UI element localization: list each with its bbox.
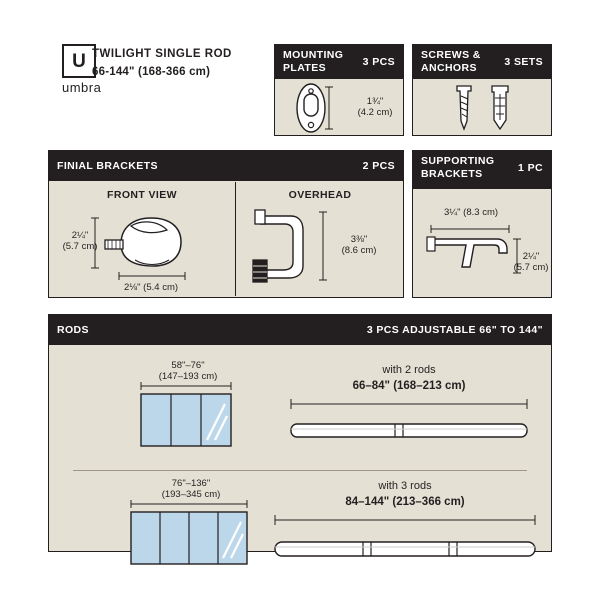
panel-header-mounting-plates: [275, 45, 403, 79]
panel-title-screws-line2: ANCHORS: [421, 62, 477, 74]
mounting-plate-dim-line2: (4.2 cm): [357, 107, 393, 118]
finial-front-height-line1: 2¼": [71, 230, 89, 241]
product-size-range: 66-144" (168-366 cm): [92, 66, 211, 78]
rods-row2-window-dim-line1: 76"–136": [171, 478, 211, 489]
panel-title-mounting-plates-line2: PLATES: [283, 62, 327, 74]
panel-rods: [48, 314, 552, 552]
panel-qty-rods: 3 PCS ADJUSTABLE 66" TO 144": [366, 324, 543, 336]
rods-row2-range: 84–144" (213–366 cm): [345, 496, 465, 508]
panel-supporting-brackets: [412, 150, 552, 298]
umbra-logo-mark: [62, 44, 96, 78]
supporting-bracket-height-line2: (5.7 cm): [513, 262, 549, 273]
umbra-logo-wordmark: umbra: [62, 80, 102, 95]
panel-header-screws-anchors: [413, 45, 551, 79]
rods-row1-rod-drawing: [285, 396, 533, 456]
panel-qty-screws-anchors: 3 SETS: [504, 56, 543, 68]
anchor-icon: [492, 86, 508, 129]
product-title: TWILIGHT SINGLE ROD: [92, 48, 232, 60]
rods-row1-window-drawing: [127, 382, 247, 450]
rods-row2-window-dim-line2: (193–345 cm): [161, 489, 221, 500]
supporting-bracket-height-line1: 2¼": [522, 251, 540, 262]
rods-row1-window-dim-line2: (147–193 cm): [158, 371, 218, 382]
logo-letter: U: [72, 50, 86, 72]
panel-qty-supporting-brackets: 1 PC: [518, 162, 543, 174]
panel-mounting-plates: [274, 44, 404, 136]
panel-title-mounting-plates-line1: MOUNTING: [283, 49, 344, 61]
finial-overhead-depth-line1: 3⅜": [350, 234, 368, 245]
panel-title-supporting-line2: BRACKETS: [421, 168, 483, 180]
screw-icon: [439, 82, 529, 134]
finial-front-width: 2⅛" (5.4 cm): [123, 282, 179, 293]
panel-title-screws-line1: SCREWS &: [421, 49, 481, 61]
panel-title-rods: RODS: [57, 323, 89, 336]
label-front-view: FRONT VIEW: [107, 189, 177, 201]
rods-row1-range: 66–84" (168–213 cm): [352, 380, 466, 392]
label-overhead-view: OVERHEAD: [288, 189, 352, 201]
panel-screws-anchors: [412, 44, 552, 136]
panel-title-finial-brackets: FINIAL BRACKETS: [57, 159, 158, 172]
rods-row1-caption: with 2 rods: [382, 364, 436, 376]
panel-header-supporting-brackets: [413, 151, 551, 189]
rods-row-separator: [73, 470, 527, 471]
rods-row1-window-dim-line1: 58"–76": [171, 360, 205, 371]
rods-row2-rod-drawing: [269, 512, 541, 574]
panel-title-supporting-line1: SUPPORTING: [421, 155, 495, 167]
rods-row2-caption: with 3 rods: [378, 480, 432, 492]
rods-row2-window-drawing: [119, 500, 259, 568]
supporting-bracket-width: 3¼" (8.3 cm): [443, 207, 499, 218]
mounting-plate-icon: [289, 81, 347, 135]
panel-header-rods: [49, 315, 551, 345]
panel-header-finial-brackets: [49, 151, 403, 181]
finial-overhead-depth-line2: (8.6 cm): [341, 245, 377, 256]
panel-qty-finial-brackets: 2 PCS: [362, 160, 395, 172]
panel-qty-mounting-plates: 3 PCS: [362, 56, 395, 68]
finial-front-height-line2: (5.7 cm): [62, 241, 98, 252]
mounting-plate-dim-line1: 1¾": [366, 96, 384, 107]
panel-finial-brackets: [48, 150, 404, 298]
